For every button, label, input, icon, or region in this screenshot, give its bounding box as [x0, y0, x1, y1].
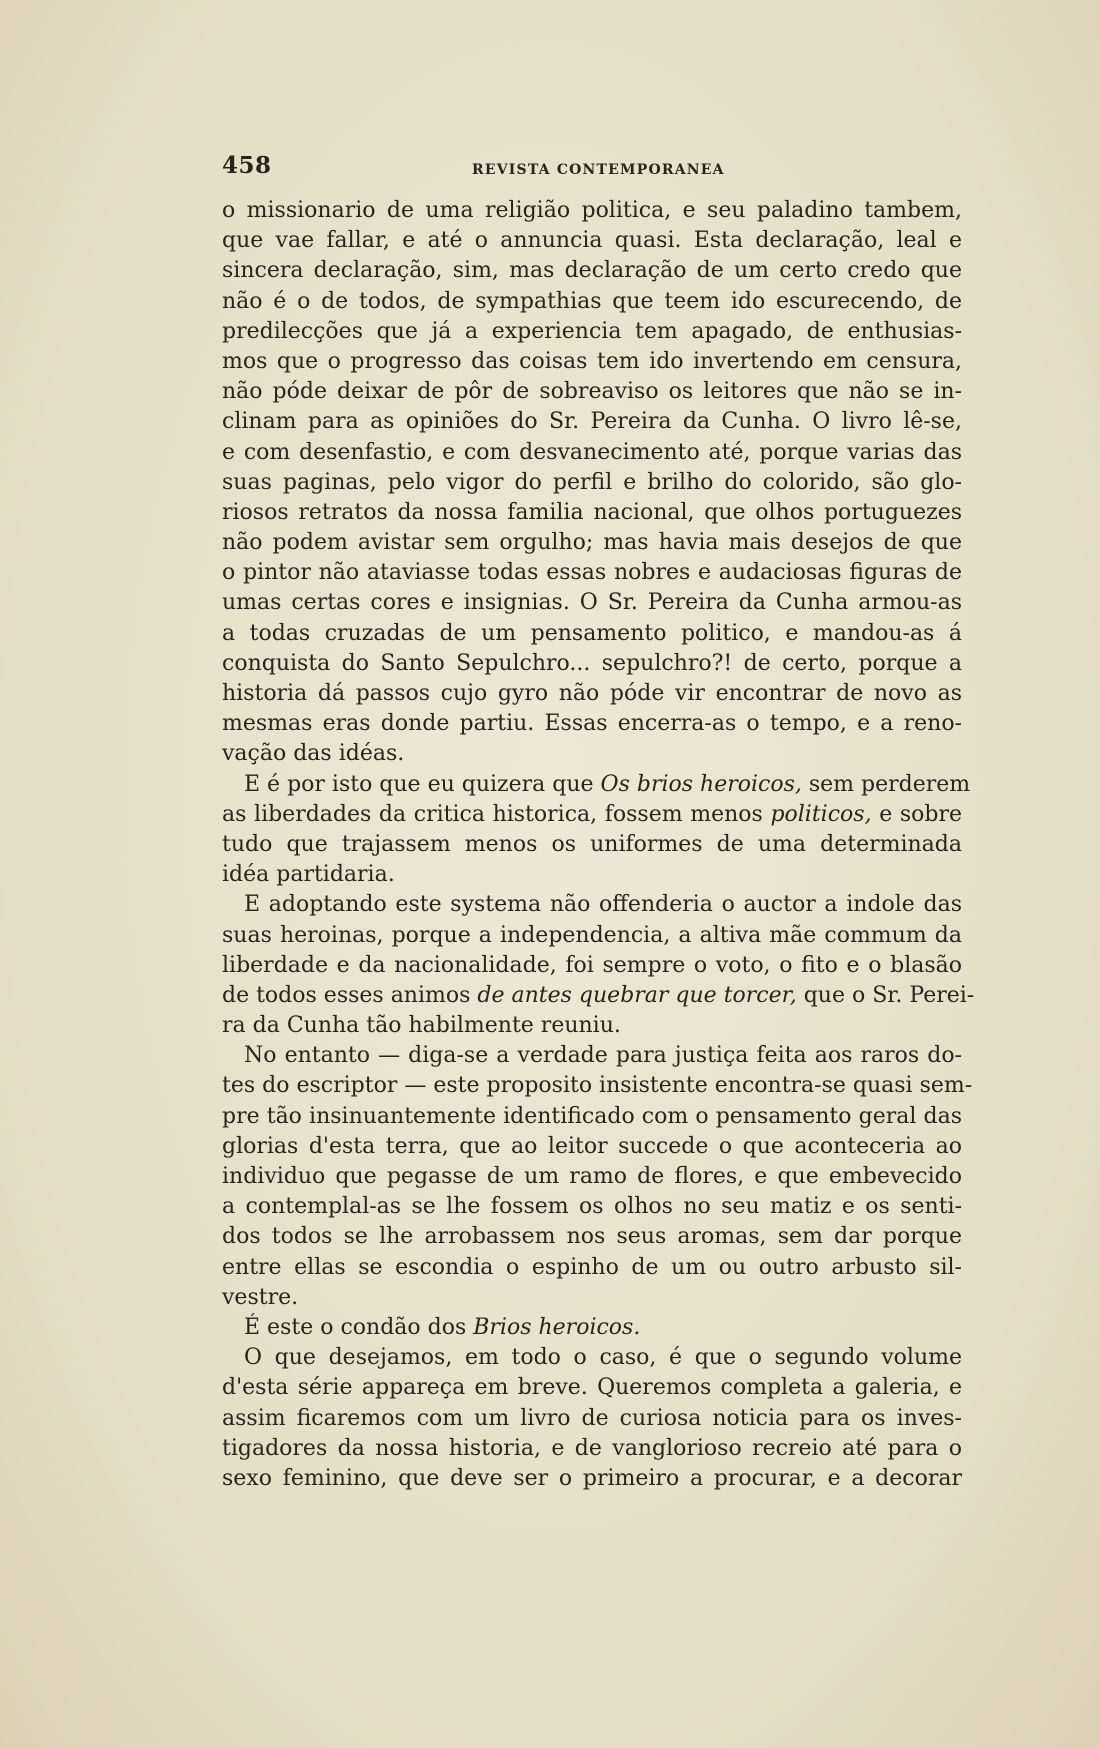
text-line: d'esta série appareça em breve. Queremos completa a galeria, e	[222, 1375, 962, 1401]
text-line: ra da Cunha tão habilmente reuniu.	[222, 1013, 621, 1039]
text-line: o missionario de uma religião politica, e seu paladino tambem,	[222, 198, 962, 223]
text-line	[222, 1313, 962, 1343]
text-line: tes do escriptor — este proposito insistente encontra-se quasi sem-	[222, 1073, 973, 1099]
text-run: E é por isto que eu quizera que	[244, 771, 601, 797]
text-line	[222, 770, 971, 800]
italic-title: politicos,	[770, 801, 872, 827]
text-line: não é o de todos, de sympathias que teem ido escurecendo, de	[222, 288, 962, 314]
text-line: assim ficaremos com um livro de curiosa noticia para os inves-	[222, 1405, 962, 1431]
text-line: mesmas eras donde partiu. Essas encerra-as o tempo, e a reno-	[222, 711, 962, 737]
text-line: o pintor não ataviasse todas essas nobres e audaciosas figuras de	[222, 560, 962, 586]
text-line	[222, 800, 962, 830]
text-run: que o Sr. Perei-	[796, 982, 975, 1008]
italic-title: de antes quebrar que torcer,	[477, 982, 797, 1008]
text-line: E adoptando este systema não offenderia o auctor a indole das	[244, 892, 962, 918]
text-line: suas paginas, pelo vigor do perfil e brilho do colorido, são glo-	[222, 469, 962, 495]
text-line: pre tão insinuantemente identificado com o pensamento geral das	[222, 1103, 962, 1129]
text-line: sincera declaração, sim, mas declaração de um certo credo que	[222, 258, 962, 284]
text-line: glorias d'esta terra, que ao leitor succede o que aconteceria ao	[222, 1133, 962, 1159]
italic-title: Os brios heroicos,	[600, 771, 802, 797]
text-line: idéa partidaria.	[222, 862, 395, 888]
text-line: que vae fallar, e até o annuncia quasi. Esta declaração, leal e	[222, 228, 962, 254]
text-line: riosos retratos da nossa familia nacional, que olhos portuguezes	[222, 499, 962, 525]
text-line: liberdade e da nacionalidade, foi sempre o voto, o fito e o blasão	[222, 952, 962, 978]
text-line: suas heroinas, porque a independencia, a altiva mãe commum da	[222, 922, 962, 948]
text-line: conquista do Santo Sepulchro... sepulchro?! de certo, porque a	[222, 650, 962, 676]
text-run: de todos esses animos	[222, 982, 478, 1008]
text-line: entre ellas se escondia o espinho de um ou outro arbusto sil-	[222, 1254, 962, 1280]
text-line: No entanto — diga-se a verdade para justiça feita aos raros do-	[244, 1043, 962, 1069]
page-header	[222, 152, 962, 192]
text-line: a todas cruzadas de um pensamento politico, e mandou-as á	[222, 620, 962, 646]
text-line	[222, 981, 975, 1011]
italic-title: Brios heroicos.	[473, 1314, 641, 1340]
text-line: mos que o progresso das coisas tem ido invertendo em censura,	[222, 348, 962, 374]
text-line: não póde deixar de pôr de sobreaviso os leitores que não se in-	[222, 379, 962, 405]
text-line: clinam para as opiniões do Sr. Pereira da Cunha. O livro lê-se,	[222, 409, 962, 435]
text-line: tudo que trajassem menos os uniformes de uma determinada	[222, 831, 962, 857]
text-run: e sobre	[871, 801, 962, 827]
running-head: REVISTA CONTEMPORANEA	[472, 162, 725, 178]
text-line: predilecções que já a experiencia tem apagado, de enthusias-	[222, 318, 962, 344]
page-number: 458	[222, 152, 272, 179]
text-line: tigadores da nossa historia, e de vanglorioso recreio até para o	[222, 1435, 962, 1461]
text-line: historia dá passos cujo gyro não póde vir encontrar de novo as	[222, 681, 962, 706]
text-line: vestre.	[222, 1284, 299, 1310]
text-line: O que desejamos, em todo o caso, é que o segundo volume	[244, 1345, 962, 1371]
text-line: e com desenfastio, e com desvanecimento até, porque varias das	[222, 439, 962, 465]
body-text	[222, 196, 975, 1494]
text-line: a contemplal-as se lhe fossem os olhos no seu matiz e os senti-	[222, 1194, 962, 1220]
text-line: sexo feminino, que deve ser o primeiro a procurar, e a decorar	[222, 1465, 962, 1491]
text-line: vação das idéas.	[222, 741, 405, 767]
text-line: umas certas cores e insignias. O Sr. Pereira da Cunha armou-as	[222, 590, 962, 616]
text-line: não podem avistar sem orgulho; mas havia mais desejos de que	[222, 530, 962, 556]
text-line: dos todos se lhe arrobassem nos seus aromas, sem dar porque	[222, 1224, 962, 1250]
text-run: É este o condão dos	[244, 1314, 474, 1340]
text-run: sem perderem	[801, 771, 971, 797]
text-run: as liberdades da critica historica, fossem menos	[222, 801, 771, 827]
text-line: individuo que pegasse de um ramo de flores, e que embevecido	[222, 1164, 962, 1189]
